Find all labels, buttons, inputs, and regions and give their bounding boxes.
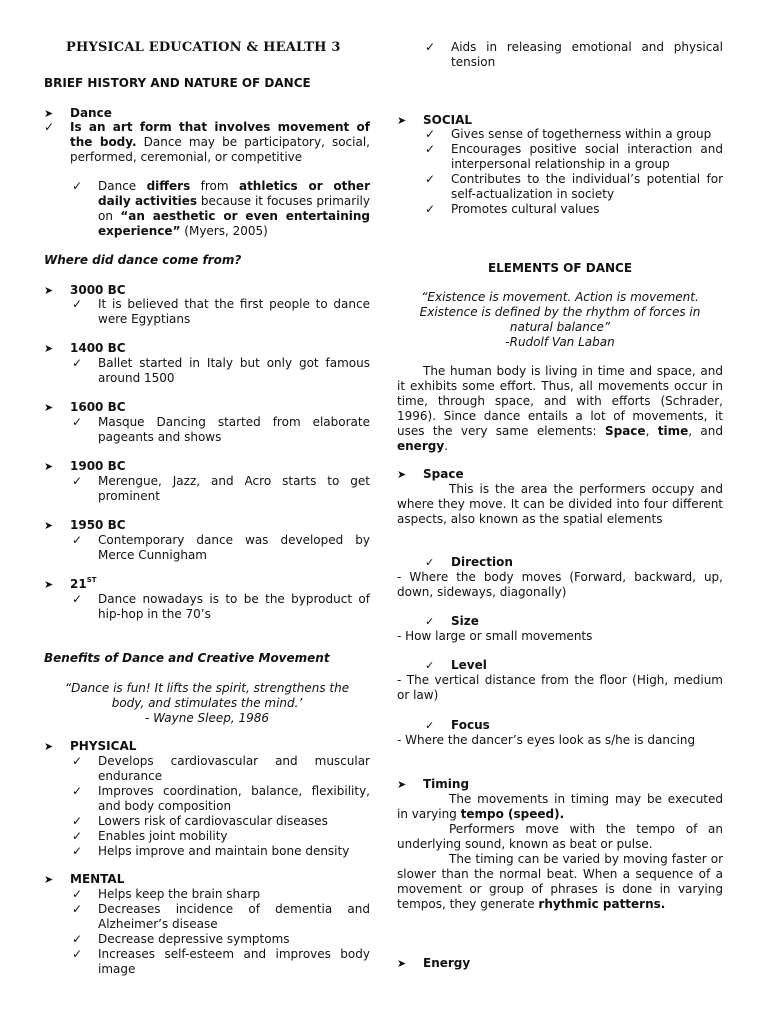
checkmark-icon: ✓ (425, 202, 436, 216)
elements-heading: ELEMENTS OF DANCE (487, 261, 633, 275)
aspect-label: ✓ Size (425, 614, 479, 628)
list-item: ✓ Increases self-esteem and improves body image (72, 947, 370, 976)
history-text: ✓ Masque Dancing started from elaborate pageants and shows (72, 415, 370, 444)
checkmark-icon: ✓ (72, 474, 83, 488)
list-item: ✓ Decrease depressive symptoms (72, 932, 290, 946)
aspect-label: ✓ Level (425, 658, 487, 672)
checkmark-icon: ✓ (425, 659, 435, 672)
arrow-bullet-icon: ➤ (44, 107, 54, 120)
quote-wayne-sleep: “Dance is fun! It lifts the spirit, strengthens the body, and stimulates the mind.’ - Wayne Sleep, 1986 (64, 681, 350, 725)
dance-definition-bold: Is an art form that involves movement of the body. (70, 120, 370, 149)
page-title: PHYSICAL EDUCATION & HEALTH 3 (66, 40, 341, 55)
list-item: ✓ Develops cardiovascular and muscular endurance (72, 754, 370, 783)
physical-list (72, 754, 370, 859)
arrow-bullet-icon: ➤ (397, 114, 407, 127)
checkmark-icon: ✓ (72, 533, 83, 547)
list-item: ✓ Helps keep the brain sharp (72, 887, 261, 901)
aspect-text: - How large or small movements (397, 629, 593, 643)
arrow-bullet-icon: ➤ (44, 460, 54, 473)
checkmark-icon: ✓ (425, 556, 435, 569)
mental-item-continued: ✓ Aids in releasing emotional and physical tension (425, 40, 723, 69)
arrow-bullet-icon: ➤ (397, 468, 407, 481)
timing-label: ➤ Timing (397, 777, 470, 791)
dance-item (44, 106, 112, 121)
list-item: ✓ Lowers risk of cardiovascular diseases (72, 814, 328, 828)
checkmark-icon: ✓ (72, 887, 83, 901)
energy-label: ➤ Energy (397, 956, 471, 970)
history-label: ➤ 21ST (44, 576, 97, 591)
section-heading-history: BRIEF HISTORY AND NATURE OF DANCE (44, 76, 311, 90)
list-item: ✓ Gives sense of togetherness within a group (425, 127, 712, 141)
checkmark-icon: ✓ (425, 615, 435, 628)
where-heading: Where did dance come from? (44, 253, 242, 267)
checkmark-icon: ✓ (72, 754, 83, 768)
checkmark-icon: ✓ (72, 592, 83, 606)
checkmark-icon: ✓ (72, 829, 83, 843)
history-label: ➤ 1950 BC (44, 518, 126, 532)
list-item: ✓ Enables joint mobility (72, 829, 228, 843)
checkmark-icon: ✓ (425, 127, 436, 141)
checkmark-icon: ✓ (72, 179, 83, 193)
history-label: ➤ 3000 BC (44, 283, 126, 297)
checkmark-icon: ✓ (72, 356, 83, 370)
dance-label: Dance (70, 106, 112, 120)
arrow-bullet-icon: ➤ (44, 740, 54, 753)
checkmark-icon: ✓ (72, 784, 83, 798)
benefits-heading: Benefits of Dance and Creative Movement (44, 651, 330, 665)
history-text: ✓ It is believed that the first people to dance were Egyptians (72, 297, 370, 326)
history-text: ✓ Ballet started in Italy but only got famous around 1500 (72, 356, 370, 385)
checkmark-icon: ✓ (72, 932, 83, 946)
arrow-bullet-icon: ➤ (44, 401, 54, 414)
history-label: ➤ 1900 BC (44, 459, 126, 473)
quote-laban: “Existence is movement. Action is movement. Existence is defined by the rhythm of forces in natural balance” -Rudolf Van Laban (419, 290, 701, 349)
checkmark-icon: ✓ (425, 172, 436, 186)
list-item: ✓ Improves coordination, balance, flexibility, and body composition (72, 784, 370, 813)
arrow-bullet-icon: ➤ (44, 578, 54, 591)
arrow-bullet-icon: ➤ (397, 957, 407, 970)
social-list (425, 127, 723, 217)
checkmark-icon: ✓ (425, 40, 436, 54)
arrow-bullet-icon: ➤ (44, 284, 54, 297)
dance-definition-rest: Dance may be participatory, social, performed, ceremonial, or competitive (70, 135, 370, 164)
arrow-bullet-icon: ➤ (397, 778, 407, 791)
mental-label: ➤ MENTAL (44, 872, 125, 886)
checkmark-icon: ✓ (425, 142, 436, 156)
aspect-text: - The vertical distance from the floor (High, medium or law) (397, 673, 723, 702)
space-label: ➤ Space (397, 467, 464, 481)
checkmark-icon: ✓ (425, 719, 435, 732)
list-item: ✓ Encourages positive social interaction and interpersonal relationship in a group (425, 142, 723, 171)
aspect-label: ✓ Focus (425, 718, 490, 732)
mental-list (72, 887, 370, 977)
history-text: ✓ Contemporary dance was developed by Merce Cunnigham (72, 533, 370, 562)
elements-paragraph: The human body is living in time and space, and it exhibits some effort. Thus, all movements occur in time, through space, and with efforts (Schrader, 1996). Since dance entails a lot of movements, it uses the very same elements: Space, time, and energy. (397, 364, 723, 453)
physical-label: ➤ PHYSICAL (44, 739, 137, 753)
timing-text: The movements in timing may be executed in varying tempo (speed). Performers move with the tempo of an underlying sound, known as beat or pulse. The timing can be varied by moving faster or slower than the normal beat. When a sequence of a movement or group of phrases is done in varying tempos, they generate rhythmic patterns. (397, 792, 723, 911)
arrow-bullet-icon: ➤ (44, 873, 54, 886)
arrow-bullet-icon: ➤ (44, 519, 54, 532)
checkmark-icon: ✓ (72, 415, 83, 429)
aspect-label: ✓ Direction (425, 555, 513, 569)
list-item: ✓ Helps improve and maintain bone density (72, 844, 350, 858)
list-item: ✓ Promotes cultural values (425, 202, 600, 216)
checkmark-icon: ✓ (72, 844, 83, 858)
arrow-bullet-icon: ➤ (44, 342, 54, 355)
checkmark-icon: ✓ (72, 814, 83, 828)
list-item: ✓ Decreases incidence of dementia and Alzheimer’s disease (72, 902, 370, 931)
history-label: ➤ 1600 BC (44, 400, 126, 414)
list-item: ✓ Contributes to the individual’s potential for self-actualization in society (425, 172, 723, 201)
aspect-text: - Where the body moves (Forward, backward, up, down, sideways, diagonally) (397, 570, 723, 599)
history-text: ✓ Merengue, Jazz, and Acro starts to get prominent (72, 474, 370, 503)
aspect-text: - Where the dancer’s eyes look as s/he is dancing (397, 733, 696, 747)
history-label: ➤ 1400 BC (44, 341, 126, 355)
checkmark-icon: ✓ (44, 120, 55, 134)
dance-definition (44, 120, 370, 165)
dance-differs: ✓ Dance differs from athletics or other daily activities because it focuses primarily on “an aesthetic or even entertaining experience” (Myers, 2005) (72, 179, 370, 238)
history-text: ✓ Dance nowadays is to be the byproduct of hip-hop in the 70’s (72, 592, 370, 621)
space-text: This is the area the performers occupy and where they move. It can be divided into four different aspects, also known as the spatial elements (397, 482, 723, 526)
checkmark-icon: ✓ (72, 297, 83, 311)
social-label: ➤ SOCIAL (397, 113, 473, 127)
checkmark-icon: ✓ (72, 947, 83, 961)
checkmark-icon: ✓ (72, 902, 83, 916)
